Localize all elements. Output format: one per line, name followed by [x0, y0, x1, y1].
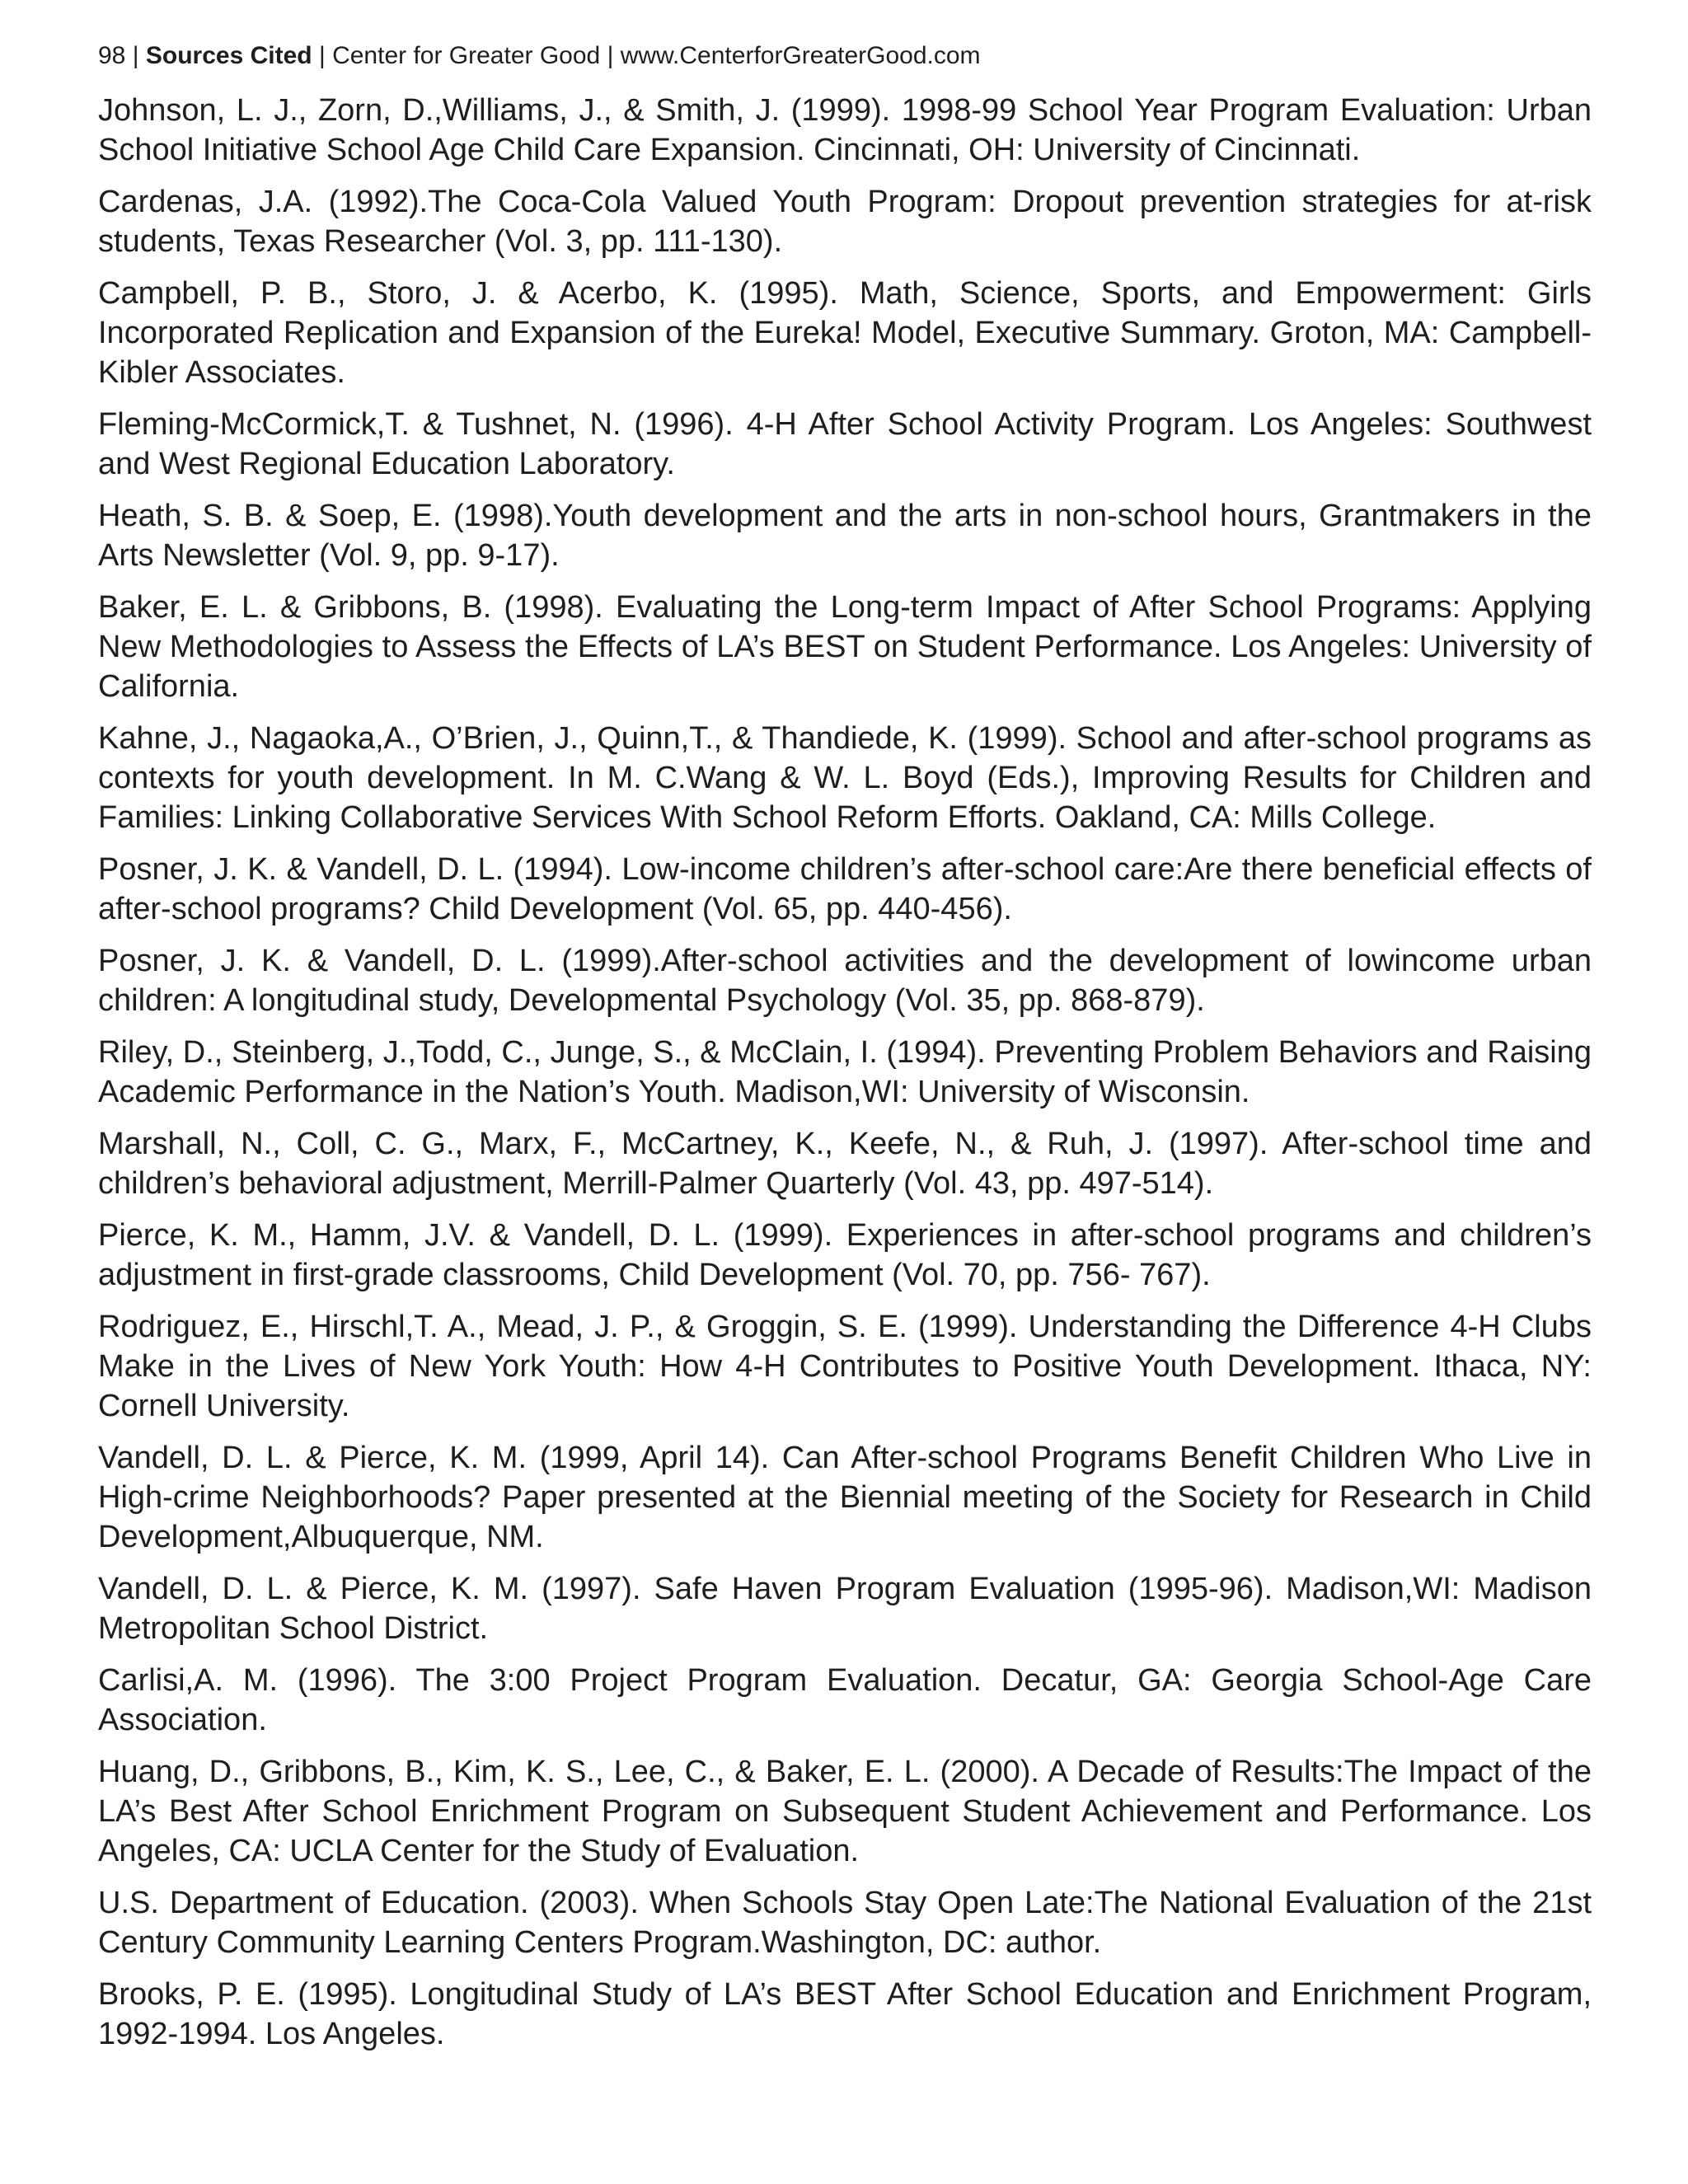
reference-entry: Campbell, P. B., Storo, J. & Acerbo, K. (1995). Math, Science, Sports, and Empowerment: Girls Incorporated Replication and Expansion of the Eureka! Model, Executive Summary. Groton, MA: Campbell-Kibler Associates. — [98, 276, 1592, 390]
section-title: Sources Cited — [145, 42, 312, 69]
reference-entry: Heath, S. B. & Soep, E. (1998).Youth development and the arts in non-school hours, Grantmakers in the Arts Newsletter (Vol. 9, pp. 9-17). — [98, 499, 1592, 573]
organization-name: Center for Greater Good — [332, 42, 601, 69]
website-url: www.CenterforGreaterGood.com — [620, 42, 981, 69]
reference-entry: Carlisi,A. M. (1996). The 3:00 Project Program Evaluation. Decatur, GA: Georgia School-Age Care Association. — [98, 1663, 1592, 1737]
page-header — [98, 40, 981, 73]
page-number: 98 — [98, 42, 126, 69]
reference-entry: Johnson, L. J., Zorn, D.,Williams, J., & Smith, J. (1999). 1998-99 School Year Program Evaluation: Urban School Initiative School Age Child Care Expansion. Cincinnati, OH: University of Cincinnati. — [98, 93, 1592, 167]
reference-entry: Fleming-McCormick,T. & Tushnet, N. (1996). 4-H After School Activity Program. Los Angeles: Southwest and West Regional Education Laboratory. — [98, 407, 1592, 481]
reference-entry: U.S. Department of Education. (2003). When Schools Stay Open Late:The National Evaluation of the 21st Century Community Learning Centers Program.Washington, DC: author. — [98, 1886, 1592, 1960]
reference-entry: Cardenas, J.A. (1992).The Coca-Cola Valued Youth Program: Dropout prevention strategies for at-risk students, Texas Researcher (Vol. 3, pp. 111-130). — [98, 185, 1592, 259]
reference-entry: Huang, D., Gribbons, B., Kim, K. S., Lee, C., & Baker, E. L. (2000). A Decade of Results:The Impact of the LA’s Best After School Enrichment Program on Subsequent Student Achievement and Performance. Los Angeles, CA: UCLA Center for the Study of Evaluation. — [98, 1755, 1592, 1868]
reference-entry: Riley, D., Steinberg, J.,Todd, C., Junge, S., & McClain, I. (1994). Preventing Problem Behaviors and Raising Academic Performance in the Nation’s Youth. Madison,WI: University of Wisconsin. — [98, 1035, 1592, 1109]
reference-entry: Vandell, D. L. & Pierce, K. M. (1999, April 14). Can After-school Programs Benefit Children Who Live in High-crime Neighborhoods? Paper presented at the Biennial meeting of the Society for Research in Child Development,Albuquerque, NM. — [98, 1441, 1592, 1554]
reference-entry: Pierce, K. M., Hamm, J.V. & Vandell, D. L. (1999). Experiences in after-school programs and children’s adjustment in first-grade classrooms, Child Development (Vol. 70, pp. 756- 767). — [98, 1218, 1592, 1292]
reference-entry: Rodriguez, E., Hirschl,T. A., Mead, J. P., & Groggin, S. E. (1999). Understanding the Difference 4-H Clubs Make in the Lives of New York Youth: How 4-H Contributes to Positive Youth Development. Ithaca, NY: Cornell University. — [98, 1310, 1592, 1423]
header-separator: | — [607, 42, 614, 69]
header-separator: | — [132, 42, 139, 69]
reference-entry: Posner, J. K. & Vandell, D. L. (1999).After-school activities and the development of lowincome urban children: A longitudinal study, Developmental Psychology (Vol. 35, pp. 868-879). — [98, 944, 1592, 1018]
reference-list — [98, 91, 1592, 2066]
reference-entry: Kahne, J., Nagaoka,A., O’Brien, J., Quinn,T., & Thandiede, K. (1999). School and after-school programs as contexts for youth development. In M. C.Wang & W. L. Boyd (Eds.), Improving Results for Children and Families: Linking Collaborative Services With School Reform Efforts. Oakland, CA: Mills College. — [98, 721, 1592, 835]
reference-entry: Marshall, N., Coll, C. G., Marx, F., McCartney, K., Keefe, N., & Ruh, J. (1997). After-school time and children’s behavioral adjustment, Merrill-Palmer Quarterly (Vol. 43, pp. 497-514). — [98, 1127, 1592, 1201]
reference-entry: Baker, E. L. & Gribbons, B. (1998). Evaluating the Long-term Impact of After School Programs: Applying New Methodologies to Assess the Effects of LA’s BEST on Student Performance. Los Angeles: University of California. — [98, 590, 1592, 704]
reference-entry: Brooks, P. E. (1995). Longitudinal Study of LA’s BEST After School Education and Enrichment Program, 1992-1994. Los Angeles. — [98, 1977, 1592, 2051]
header-separator: | — [318, 42, 326, 69]
reference-entry: Vandell, D. L. & Pierce, K. M. (1997). Safe Haven Program Evaluation (1995-96). Madison,WI: Madison Metropolitan School District. — [98, 1572, 1592, 1646]
reference-entry: Posner, J. K. & Vandell, D. L. (1994). Low-income children’s after-school care:Are there beneficial effects of after-school programs? Child Development (Vol. 65, pp. 440-456). — [98, 852, 1592, 926]
